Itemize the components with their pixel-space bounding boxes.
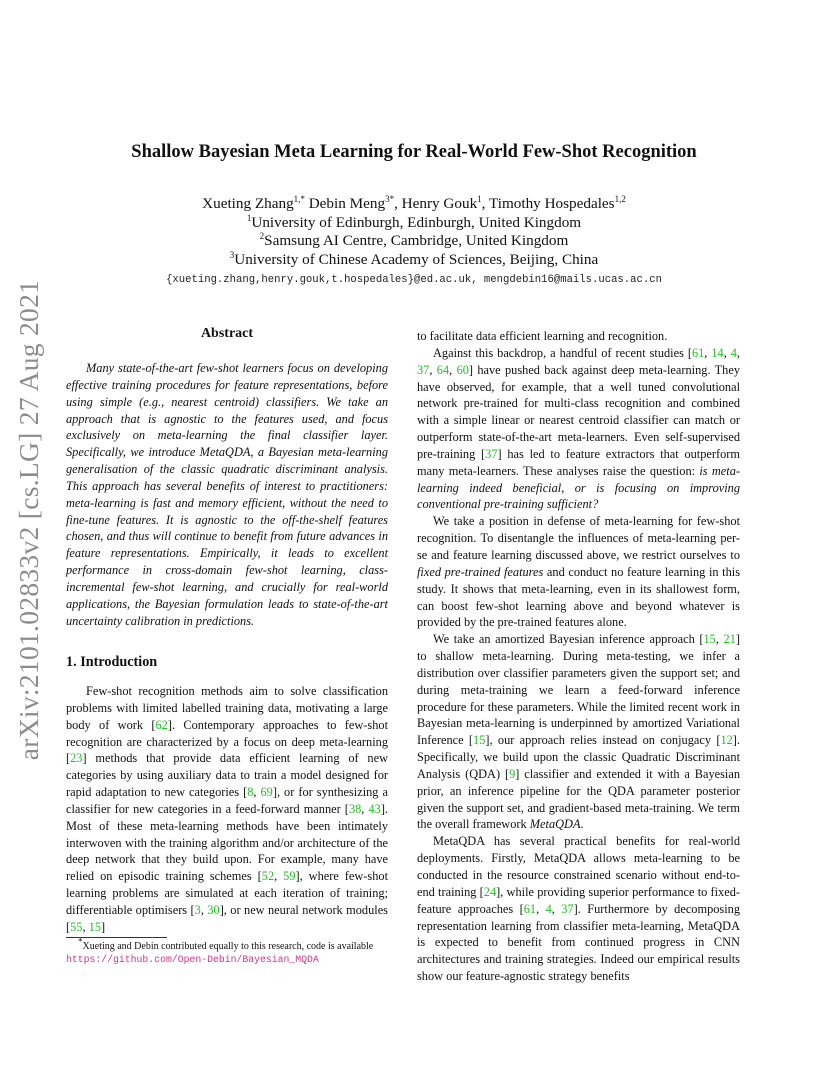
author-sup: 1,* (293, 193, 305, 204)
emphasis: is meta-learning indeed beneficial, or is focusing on improving conventional pre-training sufficient? (417, 463, 740, 512)
author-name: Timothy Hospedales (489, 195, 615, 212)
emphasis: fixed pre-trained features (417, 564, 544, 579)
abstract-heading: Abstract (200, 326, 254, 341)
author-name: Henry Gouk (401, 195, 478, 212)
citation-link[interactable]: 4 (730, 345, 737, 360)
citation-link[interactable]: 43 (368, 801, 381, 816)
author-sup: 1 (477, 193, 482, 204)
affiliation: $^3$University of Chinese Academy of Sciences, Beijing, China (229, 249, 599, 268)
affiliation: $^1$University of Edinburgh, Edinburgh, United Kingdom (246, 212, 582, 231)
introduction-body (66, 683, 388, 936)
citation-link[interactable]: 4 (545, 901, 552, 916)
citation-link[interactable]: 59 (283, 869, 296, 884)
right-column (417, 328, 740, 985)
citation-link[interactable]: 38 (348, 801, 362, 816)
citation-link[interactable]: 37 (561, 901, 574, 916)
citation-link[interactable]: 61 (523, 901, 537, 916)
author-name: Debin Meng (308, 195, 386, 212)
citation-link[interactable]: 69 (260, 785, 273, 800)
author-name: Xueting Zhang (202, 195, 294, 212)
citation-link[interactable]: 21 (723, 632, 736, 647)
citation-link[interactable]: 55 (70, 919, 83, 934)
author-sup: 3* (385, 193, 395, 204)
citation-link[interactable]: 3 (194, 902, 201, 917)
citation-link[interactable]: 62 (155, 717, 168, 732)
paragraph: We take a position in defense of meta-learning for few-shot recognition. To disentangle the influences of meta-learning per-se and feature learning discussed above, we restrict ourselves to fixed pre-trained features and conduct no feature learning in this study. It shows that meta-learning, even in its shallowest form, can boost few-shot learning above and beyond whatever is provided by the pre-trained features alone. (417, 514, 740, 630)
footnote-mark: * (78, 936, 83, 947)
paragraph: MetaQDA has several practical benefits for real-world deployments. Firstly, MetaQDA allows meta-learning to be conducted in the resource constrained scenario without end-to-end training [24], while providing superior performance to fixed-feature approaches [61, 4, 37]. Furthermore by decomposing representation learning from classifier meta-learning, MetaQDA is expected to benefit from continued progress in CNN architectures and training strategies. Indeed our empirical results show our feature-agnostic strategy benefits (417, 834, 740, 984)
emphasis: MetaQDA (529, 817, 581, 832)
affiliation: $^2$Samsung AI Centre, Cambridge, United Kingdom (259, 230, 569, 249)
section-heading-introduction: 1. Introduction (66, 654, 158, 670)
citation-link[interactable]: 12 (720, 733, 733, 748)
citation-link[interactable]: 37 (485, 446, 498, 461)
citation-link[interactable]: 37 (417, 362, 430, 377)
citation-link[interactable]: 30 (207, 902, 220, 917)
citation-link[interactable]: 23 (70, 751, 83, 766)
abstract-body (66, 360, 388, 630)
citation-link[interactable]: 15 (88, 919, 101, 934)
citation-link[interactable]: 24 (483, 884, 497, 899)
citation-link[interactable]: 9 (509, 766, 516, 781)
arxiv-stamp (9, 279, 49, 761)
footnote (66, 936, 396, 966)
citation-link[interactable]: 64 (436, 362, 450, 377)
footnote-text: Xueting and Debin contributed equally to this research, code is available (82, 941, 374, 952)
paragraph: to facilitate data efficient learning and recognition. (417, 329, 668, 343)
citation-link[interactable]: 60 (456, 362, 469, 377)
citation-link[interactable]: 8 (247, 785, 254, 800)
paragraph: We take an amortized Bayesian inference approach [15, 21] to shallow meta-learning. During meta-testing, we infer a distribution over classifier parameters given the support set; and during meta-training we learn a feed-forward inference procedure for these parameters. While the limited recent work in Bayesian meta-learning is underpinned by amortized Variational Inference [15], our approach relies instead on conjugacy [12]. Specifically, we build upon the classic Quadratic Discriminant Analysis (QDA) [9] classifier and extended it with a Bayesian prior, an inference pipeline for the QDA parameter posterior given the support set, and gradient-based meta-training. We term the overall framework MetaQDA. (417, 632, 741, 832)
citation-link[interactable]: 15 (703, 632, 716, 647)
citation-link[interactable]: 52 (261, 869, 275, 884)
author-emails: {xueting.zhang,henry.gouk,t.hospedales}@ed.ac.uk, mengdebin16@mails.ucas.ac.cn (166, 274, 662, 286)
paragraph: Few-shot recognition methods aim to solve classification problems with limited labelled training data, motivating a large body of work [62]. Contemporary approaches to few-shot recognition are characterized by a focus on deep meta-learning [23] methods that provide data efficient learning of new categories by using auxiliary data to train a model designed for rapid adaptation to new categories [8, 69], or for synthesizing a classifier for new categories in a feed-forward manner [38, 43]. Most of these meta-learning methods have been intimately interwoven with the training algorithm and/or architecture of the deep network that they build upon. For example, many have relied on episodic training schemes [52, 59], where few-shot learning problems are simulated at each iteration of training; differentiable optimisers [3, 30], or new neural network modules [55, 15] (66, 684, 389, 934)
citation-link[interactable]: 61 (691, 345, 705, 360)
paragraph: Against this backdrop, a handful of recent studies [61, 14, 4, 37, 64, 60] have pushed back against deep meta-learning. They have observed, for example, that a well tuned convolutional network pre-trained for multi-class recognition and combined with a simple linear or nearest centroid classifier can match or outperform state-of-the-art meta-learners. Even self-supervised pre-training [37] has led to feature extractors that outperform many meta-learners. These analyses raise the question: is meta-learning indeed beneficial, or is focusing on improving conventional pre-training sufficient? (417, 345, 741, 512)
author-sup: 1,2 (614, 193, 626, 204)
author-block (0, 195, 828, 269)
citation-link[interactable]: 14 (711, 345, 724, 360)
arxiv-stamp-text: arXiv:2101.02833v2 [cs.LG] 27 Aug 2021 (13, 279, 44, 761)
paper-title: Shallow Bayesian Meta Learning for Real-World Few-Shot Recognition (131, 142, 697, 162)
code-link[interactable]: https://github.com/Open-Debin/Bayesian_MQDA (66, 954, 319, 966)
author-names: Xueting Zhang$^{1,*}$ Debin Meng$^{3*}$, Henry Gouk$^1$, Timothy Hospedales$^{1,2}$ (202, 193, 626, 212)
abstract-text: Many state-of-the-art few-shot learners focus on developing effective training procedures for feature representations, before using simple (e.g., nearest centroid) classifiers. We take an approach that is agnostic to the features used, and focus exclusively on meta-learning the final classifier layer. Specifically, we introduce MetaQDA, a Bayesian meta-learning generalisation of the classic quadratic discriminant analysis. This approach has several benefits of interest to practitioners: meta-learning is fast and memory efficient, without the need to fine-tune features. It is agnostic to the off-the-shelf features chosen, and thus will continue to benefit from future advances in feature representations. Empirically, it leads to excellent performance in cross-domain few-shot learning, class-incremental few-shot learning, and crucially for real-world applications, the Bayesian formulation leads to state-of-the-art uncertainty calibration in predictions. (66, 361, 388, 628)
citation-link[interactable]: 15 (473, 733, 486, 748)
